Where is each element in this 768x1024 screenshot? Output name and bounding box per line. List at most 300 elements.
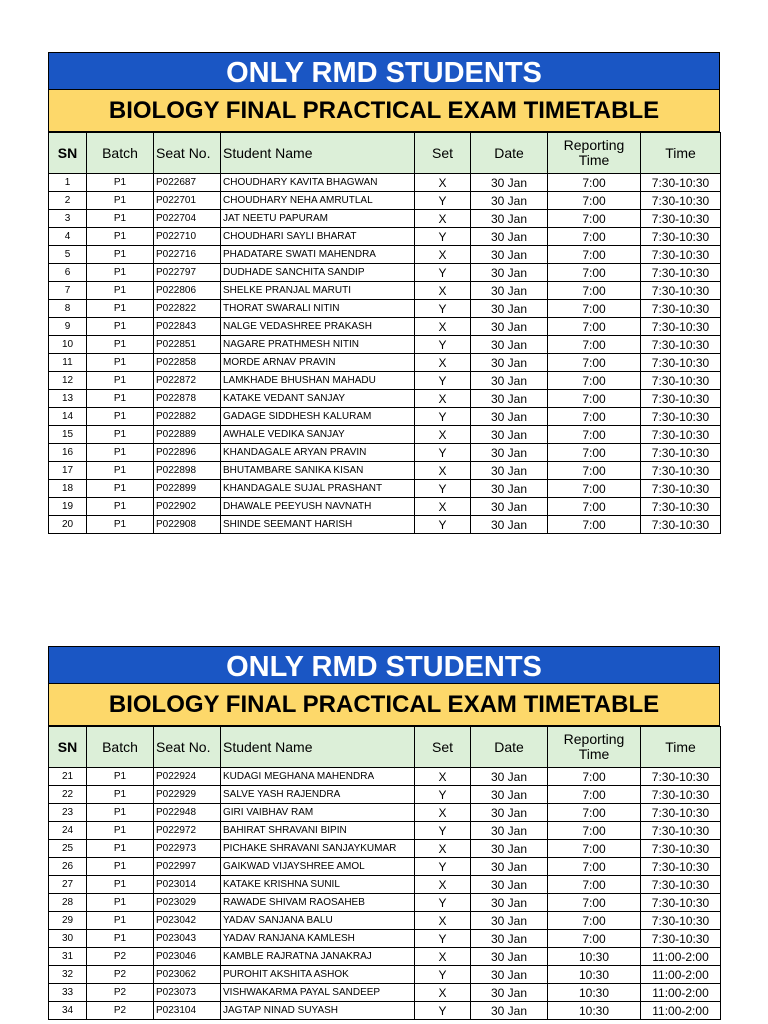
cell-sn: 16 — [49, 444, 87, 462]
table-row — [49, 246, 721, 264]
cell-seat-no: P022806 — [154, 282, 221, 300]
cell-set: X — [415, 390, 471, 408]
table-row — [49, 336, 721, 354]
cell-sn: 12 — [49, 372, 87, 390]
cell-reporting-time: 7:00 — [548, 462, 641, 480]
cell-sn: 4 — [49, 228, 87, 246]
cell-reporting-time: 7:00 — [548, 228, 641, 246]
table-row — [49, 786, 721, 804]
header-row — [49, 727, 721, 768]
cell-date: 30 Jan — [471, 1002, 548, 1020]
cell-batch: P1 — [87, 516, 154, 534]
cell-student-name: NALGE VEDASHREE PRAKASH — [221, 318, 415, 336]
timetable-section-2 — [48, 646, 720, 1020]
cell-seat-no: P022843 — [154, 318, 221, 336]
table-row — [49, 462, 721, 480]
cell-batch: P1 — [87, 822, 154, 840]
cell-batch: P1 — [87, 480, 154, 498]
cell-reporting-time: 7:00 — [548, 822, 641, 840]
cell-set: X — [415, 462, 471, 480]
cell-sn: 14 — [49, 408, 87, 426]
cell-seat-no: P022997 — [154, 858, 221, 876]
cell-reporting-time: 7:00 — [548, 912, 641, 930]
cell-batch: P1 — [87, 426, 154, 444]
cell-batch: P1 — [87, 246, 154, 264]
cell-sn: 17 — [49, 462, 87, 480]
cell-sn: 9 — [49, 318, 87, 336]
cell-time: 7:30-10:30 — [641, 264, 721, 282]
cell-student-name: SALVE YASH RAJENDRA — [221, 786, 415, 804]
column-header-batch: Batch — [87, 727, 154, 768]
cell-reporting-time: 7:00 — [548, 444, 641, 462]
cell-time: 7:30-10:30 — [641, 246, 721, 264]
cell-set: Y — [415, 1002, 471, 1020]
table-row — [49, 390, 721, 408]
cell-student-name: NAGARE PRATHMESH NITIN — [221, 336, 415, 354]
cell-time: 7:30-10:30 — [641, 372, 721, 390]
table-row — [49, 984, 721, 1002]
cell-batch: P1 — [87, 444, 154, 462]
cell-date: 30 Jan — [471, 282, 548, 300]
column-header-date: Date — [471, 727, 548, 768]
cell-date: 30 Jan — [471, 354, 548, 372]
cell-sn: 19 — [49, 498, 87, 516]
cell-time: 11:00-2:00 — [641, 948, 721, 966]
cell-batch: P1 — [87, 354, 154, 372]
table-row — [49, 966, 721, 984]
cell-date: 30 Jan — [471, 498, 548, 516]
column-header-name: Student Name — [221, 727, 415, 768]
cell-student-name: KATAKE VEDANT SANJAY — [221, 390, 415, 408]
cell-batch: P1 — [87, 804, 154, 822]
cell-sn: 31 — [49, 948, 87, 966]
cell-time: 7:30-10:30 — [641, 858, 721, 876]
cell-sn: 1 — [49, 174, 87, 192]
cell-set: Y — [415, 858, 471, 876]
cell-sn: 27 — [49, 876, 87, 894]
cell-set: X — [415, 768, 471, 786]
cell-seat-no: P022858 — [154, 354, 221, 372]
cell-seat-no: P022924 — [154, 768, 221, 786]
cell-date: 30 Jan — [471, 174, 548, 192]
cell-batch: P1 — [87, 462, 154, 480]
cell-time: 7:30-10:30 — [641, 408, 721, 426]
cell-batch: P1 — [87, 498, 154, 516]
cell-time: 7:30-10:30 — [641, 282, 721, 300]
cell-set: Y — [415, 786, 471, 804]
cell-seat-no: P022973 — [154, 840, 221, 858]
table-row — [49, 1002, 721, 1020]
cell-reporting-time: 7:00 — [548, 786, 641, 804]
cell-set: Y — [415, 264, 471, 282]
table-row — [49, 444, 721, 462]
cell-batch: P1 — [87, 174, 154, 192]
cell-student-name: LAMKHADE BHUSHAN MAHADU — [221, 372, 415, 390]
cell-set: X — [415, 210, 471, 228]
cell-time: 7:30-10:30 — [641, 804, 721, 822]
cell-time: 7:30-10:30 — [641, 840, 721, 858]
cell-set: Y — [415, 228, 471, 246]
cell-set: X — [415, 984, 471, 1002]
cell-time: 7:30-10:30 — [641, 228, 721, 246]
cell-student-name: CHOUDHARI SAYLI BHARAT — [221, 228, 415, 246]
cell-reporting-time: 7:00 — [548, 840, 641, 858]
table-row — [49, 480, 721, 498]
cell-student-name: YADAV SANJANA BALU — [221, 912, 415, 930]
cell-set: X — [415, 876, 471, 894]
cell-set: Y — [415, 894, 471, 912]
cell-batch: P1 — [87, 210, 154, 228]
cell-sn: 6 — [49, 264, 87, 282]
cell-student-name: GIRI VAIBHAV RAM — [221, 804, 415, 822]
table-row — [49, 516, 721, 534]
table-row — [49, 372, 721, 390]
cell-student-name: DUDHADE SANCHITA SANDIP — [221, 264, 415, 282]
cell-sn: 32 — [49, 966, 87, 984]
cell-date: 30 Jan — [471, 300, 548, 318]
cell-seat-no: P022899 — [154, 480, 221, 498]
cell-date: 30 Jan — [471, 264, 548, 282]
cell-student-name: GADAGE SIDDHESH KALURAM — [221, 408, 415, 426]
cell-reporting-time: 7:00 — [548, 336, 641, 354]
cell-set: Y — [415, 480, 471, 498]
cell-student-name: KUDAGI MEGHANA MAHENDRA — [221, 768, 415, 786]
cell-seat-no: P022889 — [154, 426, 221, 444]
cell-seat-no: P023073 — [154, 984, 221, 1002]
cell-student-name: CHOUDHARY KAVITA BHAGWAN — [221, 174, 415, 192]
cell-set: Y — [415, 372, 471, 390]
cell-batch: P1 — [87, 858, 154, 876]
cell-sn: 5 — [49, 246, 87, 264]
table-row — [49, 282, 721, 300]
cell-sn: 2 — [49, 192, 87, 210]
cell-set: Y — [415, 300, 471, 318]
cell-reporting-time: 7:00 — [548, 480, 641, 498]
cell-sn: 24 — [49, 822, 87, 840]
cell-batch: P1 — [87, 336, 154, 354]
cell-set: X — [415, 282, 471, 300]
table-row — [49, 876, 721, 894]
timetable-table — [48, 132, 721, 534]
cell-reporting-time: 7:00 — [548, 282, 641, 300]
cell-set: X — [415, 948, 471, 966]
cell-date: 30 Jan — [471, 948, 548, 966]
cell-seat-no: P022929 — [154, 786, 221, 804]
cell-student-name: JAGTAP NINAD SUYASH — [221, 1002, 415, 1020]
table-row — [49, 228, 721, 246]
cell-seat-no: P022948 — [154, 804, 221, 822]
cell-batch: P1 — [87, 930, 154, 948]
cell-date: 30 Jan — [471, 930, 548, 948]
cell-batch: P2 — [87, 1002, 154, 1020]
cell-reporting-time: 7:00 — [548, 264, 641, 282]
cell-seat-no: P022704 — [154, 210, 221, 228]
cell-batch: P2 — [87, 966, 154, 984]
cell-seat-no: P023062 — [154, 966, 221, 984]
cell-batch: P1 — [87, 300, 154, 318]
cell-reporting-time: 7:00 — [548, 192, 641, 210]
cell-time: 7:30-10:30 — [641, 426, 721, 444]
cell-sn: 15 — [49, 426, 87, 444]
table-row — [49, 822, 721, 840]
cell-batch: P1 — [87, 408, 154, 426]
cell-student-name: PHADATARE SWATI MAHENDRA — [221, 246, 415, 264]
column-header-seat: Seat No. — [154, 727, 221, 768]
cell-student-name: BHUTAMBARE SANIKA KISAN — [221, 462, 415, 480]
cell-time: 11:00-2:00 — [641, 1002, 721, 1020]
cell-date: 30 Jan — [471, 858, 548, 876]
cell-set: Y — [415, 444, 471, 462]
column-header-seat: Seat No. — [154, 133, 221, 174]
header-row — [49, 133, 721, 174]
cell-seat-no: P023043 — [154, 930, 221, 948]
cell-student-name: CHOUDHARY NEHA AMRUTLAL — [221, 192, 415, 210]
cell-seat-no: P022902 — [154, 498, 221, 516]
cell-sn: 10 — [49, 336, 87, 354]
cell-reporting-time: 7:00 — [548, 372, 641, 390]
cell-student-name: SHINDE SEEMANT HARISH — [221, 516, 415, 534]
cell-set: Y — [415, 966, 471, 984]
cell-seat-no: P022687 — [154, 174, 221, 192]
cell-student-name: RAWADE SHIVAM RAOSAHEB — [221, 894, 415, 912]
cell-reporting-time: 10:30 — [548, 966, 641, 984]
cell-batch: P1 — [87, 768, 154, 786]
cell-seat-no: P022710 — [154, 228, 221, 246]
cell-time: 7:30-10:30 — [641, 444, 721, 462]
cell-sn: 20 — [49, 516, 87, 534]
cell-time: 7:30-10:30 — [641, 930, 721, 948]
cell-date: 30 Jan — [471, 804, 548, 822]
cell-time: 7:30-10:30 — [641, 174, 721, 192]
column-header-set: Set — [415, 727, 471, 768]
table-row — [49, 948, 721, 966]
cell-time: 11:00-2:00 — [641, 984, 721, 1002]
cell-batch: P1 — [87, 876, 154, 894]
cell-set: X — [415, 318, 471, 336]
cell-reporting-time: 7:00 — [548, 300, 641, 318]
table-row — [49, 498, 721, 516]
column-header-reporting: Reporting Time — [548, 727, 641, 768]
cell-sn: 18 — [49, 480, 87, 498]
subtitle: BIOLOGY FINAL PRACTICAL EXAM TIMETABLE — [48, 684, 720, 726]
cell-time: 7:30-10:30 — [641, 498, 721, 516]
cell-time: 7:30-10:30 — [641, 192, 721, 210]
cell-student-name: KHANDAGALE ARYAN PRAVIN — [221, 444, 415, 462]
cell-time: 7:30-10:30 — [641, 480, 721, 498]
cell-date: 30 Jan — [471, 372, 548, 390]
cell-reporting-time: 7:00 — [548, 498, 641, 516]
cell-sn: 21 — [49, 768, 87, 786]
cell-date: 30 Jan — [471, 462, 548, 480]
table-row — [49, 840, 721, 858]
cell-set: Y — [415, 516, 471, 534]
cell-date: 30 Jan — [471, 516, 548, 534]
cell-reporting-time: 10:30 — [548, 1002, 641, 1020]
cell-sn: 13 — [49, 390, 87, 408]
table-row — [49, 300, 721, 318]
column-header-name: Student Name — [221, 133, 415, 174]
cell-date: 30 Jan — [471, 444, 548, 462]
table-row — [49, 804, 721, 822]
column-header-sn: SN — [49, 727, 87, 768]
cell-reporting-time: 7:00 — [548, 894, 641, 912]
subtitle: BIOLOGY FINAL PRACTICAL EXAM TIMETABLE — [48, 90, 720, 132]
cell-reporting-time: 7:00 — [548, 210, 641, 228]
cell-seat-no: P022908 — [154, 516, 221, 534]
cell-student-name: KHANDAGALE SUJAL PRASHANT — [221, 480, 415, 498]
cell-student-name: PUROHIT AKSHITA ASHOK — [221, 966, 415, 984]
cell-batch: P2 — [87, 948, 154, 966]
cell-date: 30 Jan — [471, 390, 548, 408]
cell-time: 7:30-10:30 — [641, 516, 721, 534]
cell-set: X — [415, 246, 471, 264]
cell-batch: P1 — [87, 264, 154, 282]
table-row — [49, 210, 721, 228]
cell-set: X — [415, 498, 471, 516]
cell-reporting-time: 7:00 — [548, 930, 641, 948]
cell-sn: 11 — [49, 354, 87, 372]
cell-sn: 29 — [49, 912, 87, 930]
cell-seat-no: P022851 — [154, 336, 221, 354]
table-row — [49, 174, 721, 192]
cell-seat-no: P022878 — [154, 390, 221, 408]
cell-seat-no: P023046 — [154, 948, 221, 966]
cell-sn: 22 — [49, 786, 87, 804]
cell-seat-no: P023042 — [154, 912, 221, 930]
cell-batch: P1 — [87, 318, 154, 336]
table-body — [49, 174, 721, 534]
cell-set: Y — [415, 930, 471, 948]
cell-set: X — [415, 426, 471, 444]
cell-set: Y — [415, 822, 471, 840]
cell-time: 7:30-10:30 — [641, 336, 721, 354]
table-row — [49, 930, 721, 948]
cell-seat-no: P022872 — [154, 372, 221, 390]
cell-sn: 28 — [49, 894, 87, 912]
cell-seat-no: P022972 — [154, 822, 221, 840]
cell-student-name: DHAWALE PEEYUSH NAVNATH — [221, 498, 415, 516]
cell-student-name: THORAT SWARALI NITIN — [221, 300, 415, 318]
cell-time: 7:30-10:30 — [641, 786, 721, 804]
cell-student-name: VISHWAKARMA PAYAL SANDEEP — [221, 984, 415, 1002]
cell-reporting-time: 7:00 — [548, 246, 641, 264]
column-header-reporting: Reporting Time — [548, 133, 641, 174]
cell-reporting-time: 7:00 — [548, 174, 641, 192]
cell-student-name: YADAV RANJANA KAMLESH — [221, 930, 415, 948]
cell-batch: P1 — [87, 390, 154, 408]
cell-seat-no: P022896 — [154, 444, 221, 462]
cell-set: X — [415, 354, 471, 372]
cell-seat-no: P023104 — [154, 1002, 221, 1020]
cell-sn: 7 — [49, 282, 87, 300]
cell-reporting-time: 7:00 — [548, 876, 641, 894]
cell-sn: 3 — [49, 210, 87, 228]
timetable-table — [48, 726, 721, 1020]
cell-set: X — [415, 840, 471, 858]
cell-reporting-time: 7:00 — [548, 390, 641, 408]
cell-date: 30 Jan — [471, 966, 548, 984]
cell-time: 7:30-10:30 — [641, 300, 721, 318]
cell-set: Y — [415, 336, 471, 354]
column-header-sn: SN — [49, 133, 87, 174]
cell-student-name: KATAKE KRISHNA SUNIL — [221, 876, 415, 894]
cell-reporting-time: 7:00 — [548, 426, 641, 444]
cell-date: 30 Jan — [471, 786, 548, 804]
cell-date: 30 Jan — [471, 768, 548, 786]
cell-time: 7:30-10:30 — [641, 912, 721, 930]
cell-time: 7:30-10:30 — [641, 354, 721, 372]
cell-reporting-time: 10:30 — [548, 948, 641, 966]
table-row — [49, 912, 721, 930]
cell-reporting-time: 7:00 — [548, 858, 641, 876]
cell-reporting-time: 10:30 — [548, 984, 641, 1002]
cell-sn: 8 — [49, 300, 87, 318]
column-header-time: Time — [641, 727, 721, 768]
cell-set: X — [415, 912, 471, 930]
cell-date: 30 Jan — [471, 210, 548, 228]
cell-sn: 34 — [49, 1002, 87, 1020]
cell-student-name: BAHIRAT SHRAVANI BIPIN — [221, 822, 415, 840]
cell-time: 7:30-10:30 — [641, 390, 721, 408]
cell-seat-no: P022882 — [154, 408, 221, 426]
table-row — [49, 264, 721, 282]
cell-seat-no: P022701 — [154, 192, 221, 210]
cell-set: Y — [415, 192, 471, 210]
cell-sn: 25 — [49, 840, 87, 858]
cell-batch: P1 — [87, 282, 154, 300]
cell-date: 30 Jan — [471, 894, 548, 912]
cell-set: X — [415, 174, 471, 192]
cell-date: 30 Jan — [471, 246, 548, 264]
cell-reporting-time: 7:00 — [548, 318, 641, 336]
cell-student-name: KAMBLE RAJRATNA JANAKRAJ — [221, 948, 415, 966]
cell-date: 30 Jan — [471, 426, 548, 444]
table-row — [49, 426, 721, 444]
table-row — [49, 858, 721, 876]
cell-student-name: AWHALE VEDIKA SANJAY — [221, 426, 415, 444]
cell-seat-no: P022716 — [154, 246, 221, 264]
cell-batch: P1 — [87, 912, 154, 930]
column-header-time: Time — [641, 133, 721, 174]
cell-date: 30 Jan — [471, 876, 548, 894]
cell-date: 30 Jan — [471, 984, 548, 1002]
cell-set: Y — [415, 408, 471, 426]
cell-time: 11:00-2:00 — [641, 966, 721, 984]
cell-student-name: GAIKWAD VIJAYSHREE AMOL — [221, 858, 415, 876]
table-row — [49, 318, 721, 336]
table-row — [49, 192, 721, 210]
cell-batch: P1 — [87, 840, 154, 858]
cell-student-name: PICHAKE SHRAVANI SANJAYKUMAR — [221, 840, 415, 858]
cell-date: 30 Jan — [471, 228, 548, 246]
cell-seat-no: P023029 — [154, 894, 221, 912]
cell-reporting-time: 7:00 — [548, 408, 641, 426]
cell-set: X — [415, 804, 471, 822]
cell-time: 7:30-10:30 — [641, 768, 721, 786]
cell-date: 30 Jan — [471, 912, 548, 930]
cell-sn: 26 — [49, 858, 87, 876]
cell-student-name: JAT NEETU PAPURAM — [221, 210, 415, 228]
cell-student-name: MORDE ARNAV PRAVIN — [221, 354, 415, 372]
cell-time: 7:30-10:30 — [641, 894, 721, 912]
cell-reporting-time: 7:00 — [548, 354, 641, 372]
table-row — [49, 768, 721, 786]
cell-batch: P1 — [87, 894, 154, 912]
cell-time: 7:30-10:30 — [641, 462, 721, 480]
column-header-batch: Batch — [87, 133, 154, 174]
cell-reporting-time: 7:00 — [548, 516, 641, 534]
cell-date: 30 Jan — [471, 192, 548, 210]
